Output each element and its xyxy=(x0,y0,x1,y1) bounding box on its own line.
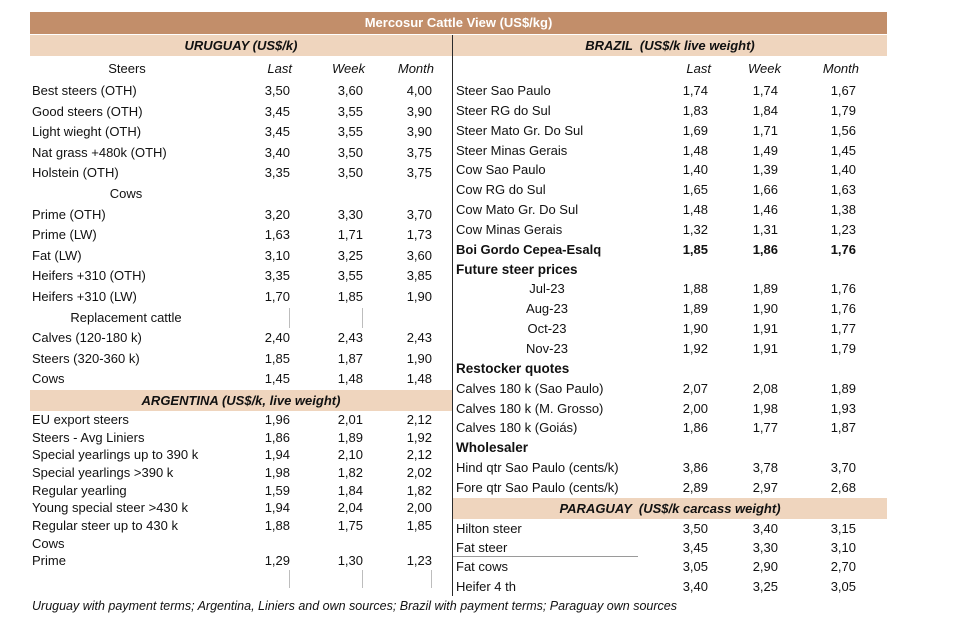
section-header-uruguay: URUGUAY (US$/k) xyxy=(30,35,452,56)
value-last: 1,74 xyxy=(682,83,708,98)
uruguay-rows xyxy=(30,81,452,390)
col-header-steers: Steers xyxy=(108,61,146,76)
value-last: 1,89 xyxy=(682,301,708,317)
table-subheader-row xyxy=(30,184,452,205)
value-last: 1,48 xyxy=(682,202,708,218)
value-week: 1,30 xyxy=(337,553,363,569)
value-last: 2,40 xyxy=(264,330,290,346)
row-label: EU export steers xyxy=(32,411,129,427)
value-week xyxy=(639,359,709,379)
row-label: Cow Mato Gr. Do Sul xyxy=(456,202,579,218)
table-row xyxy=(30,81,452,102)
table-row xyxy=(30,287,452,308)
value-week: 3,25 xyxy=(752,578,778,594)
table-row xyxy=(30,225,452,246)
value-last: 3,45 xyxy=(264,124,290,140)
value-week xyxy=(290,535,363,553)
table-row xyxy=(453,299,887,319)
value-week: 1,91 xyxy=(752,321,778,337)
value-month: 1,85 xyxy=(406,518,432,534)
value-week: 1,86 xyxy=(752,241,778,257)
row-label: Heifers +310 (OTH) xyxy=(32,268,146,284)
value-month xyxy=(709,359,787,379)
value-week: 3,78 xyxy=(752,460,778,476)
value-week: 2,43 xyxy=(337,330,363,346)
value-week: 1,84 xyxy=(752,102,778,118)
value-month: 3,75 xyxy=(406,165,432,181)
value-week: 1,49 xyxy=(752,142,778,158)
value-last: 1,98 xyxy=(264,464,290,480)
table-row xyxy=(453,220,887,240)
paraguay-rows xyxy=(453,519,887,596)
value-month: 1,76 xyxy=(830,301,856,317)
col-header-last: Last xyxy=(686,61,711,76)
row-label: Steer Minas Gerais xyxy=(456,142,568,158)
table-row xyxy=(30,266,452,287)
value-last: 3,20 xyxy=(264,206,290,222)
table-row xyxy=(453,319,887,339)
value-week: 2,04 xyxy=(337,500,363,516)
value-week: 1,87 xyxy=(337,350,363,366)
table-row xyxy=(453,180,887,200)
row-label: Prime (OTH) xyxy=(32,206,106,222)
value-last: 1,48 xyxy=(682,142,708,158)
value-week: 1,31 xyxy=(752,221,778,237)
value-week xyxy=(290,308,363,329)
value-month: 1,77 xyxy=(830,321,856,337)
value-last: 3,45 xyxy=(682,540,708,556)
value-month: 1,40 xyxy=(830,162,856,178)
value-last: 1,40 xyxy=(682,162,708,178)
value-last: 1,90 xyxy=(682,321,708,337)
row-label: Nov-23 xyxy=(526,340,568,356)
value-month: 1,79 xyxy=(830,102,856,118)
row-label: Cows xyxy=(32,535,65,551)
value-last xyxy=(569,359,639,379)
value-last: 1,88 xyxy=(682,281,708,297)
value-week: 1,98 xyxy=(752,400,778,416)
col-header-week: Week xyxy=(332,61,365,76)
row-label: Steers (320-360 k) xyxy=(32,350,140,366)
table-row xyxy=(453,160,887,180)
value-last: 1,45 xyxy=(264,371,290,387)
value-month: 1,48 xyxy=(406,371,432,387)
value-week: 1,90 xyxy=(752,301,778,317)
value-last: 1,92 xyxy=(682,340,708,356)
row-label: Wholesaler xyxy=(456,440,529,456)
value-month: 1,73 xyxy=(406,227,432,243)
table-row xyxy=(453,141,887,161)
value-month: 1,93 xyxy=(830,400,856,416)
value-month: 1,90 xyxy=(406,288,432,304)
value-month xyxy=(718,260,796,280)
value-week: 3,55 xyxy=(337,268,363,284)
value-week: 1,71 xyxy=(752,122,778,138)
value-last: 1,65 xyxy=(682,182,708,198)
value-week: 1,77 xyxy=(752,420,778,436)
value-last: 1,32 xyxy=(682,221,708,237)
value-last: 1,86 xyxy=(682,420,708,436)
table-row xyxy=(453,200,887,220)
value-last xyxy=(220,535,290,553)
brazil-rows xyxy=(453,81,887,498)
value-month: 1,63 xyxy=(830,182,856,198)
table-row xyxy=(30,246,452,267)
row-label: Heifer 4 th xyxy=(456,578,516,594)
table-subheader-row xyxy=(453,438,887,458)
value-month xyxy=(363,184,432,205)
left-pane xyxy=(30,35,452,596)
value-month: 3,05 xyxy=(830,578,856,594)
table-row xyxy=(30,570,452,588)
argentina-rows xyxy=(30,411,452,588)
row-label: Prime (LW) xyxy=(32,227,97,243)
table-row xyxy=(453,240,887,260)
value-month: 1,89 xyxy=(830,380,856,396)
value-last: 3,40 xyxy=(682,578,708,594)
table-row xyxy=(453,478,887,498)
row-label: Fat (LW) xyxy=(32,247,82,263)
table-row xyxy=(453,81,887,101)
value-last: 2,00 xyxy=(682,400,708,416)
table-subheader-row xyxy=(30,308,452,329)
row-label: Calves 180 k (M. Grosso) xyxy=(456,400,604,416)
value-last: 3,50 xyxy=(682,520,708,536)
table-row xyxy=(453,418,887,438)
value-last: 3,35 xyxy=(264,268,290,284)
value-month: 1,76 xyxy=(830,241,856,257)
row-label: Good steers (OTH) xyxy=(32,103,143,119)
value-last: 1,86 xyxy=(264,429,290,445)
row-label: Hilton steer xyxy=(456,520,522,536)
value-last: 2,89 xyxy=(682,479,708,495)
table-row xyxy=(30,429,452,447)
col-header-week: Week xyxy=(748,61,781,76)
value-last: 1,70 xyxy=(264,288,290,304)
value-last: 1,63 xyxy=(264,227,290,243)
row-label: Holstein (OTH) xyxy=(32,165,119,181)
value-week: 2,10 xyxy=(337,447,363,463)
value-last: 1,85 xyxy=(682,241,708,257)
table-subheader-row xyxy=(453,359,887,379)
col-header-month: Month xyxy=(397,61,434,76)
value-month: 3,75 xyxy=(406,144,432,160)
table-row xyxy=(453,339,887,359)
row-label: Calves 180 k (Goiás) xyxy=(456,420,578,436)
table-row xyxy=(453,577,887,596)
value-month: 1,67 xyxy=(830,83,856,98)
value-last: 1,59 xyxy=(264,482,290,498)
value-month: 1,45 xyxy=(830,142,856,158)
table-row xyxy=(30,349,452,370)
value-week: 1,39 xyxy=(752,162,778,178)
value-month: 3,10 xyxy=(830,540,856,556)
value-week: 1,74 xyxy=(752,83,778,98)
row-label: Fat cows xyxy=(456,559,509,575)
value-week: 1,84 xyxy=(337,482,363,498)
row-label: Future steer prices xyxy=(456,261,578,277)
value-month: 2,70 xyxy=(830,559,856,575)
table-row xyxy=(453,121,887,141)
value-week: 3,55 xyxy=(337,103,363,119)
value-month: 1,23 xyxy=(406,553,432,569)
value-last: 3,50 xyxy=(264,83,290,98)
value-month xyxy=(363,535,432,553)
row-label: Restocker quotes xyxy=(456,360,570,376)
value-week: 1,85 xyxy=(337,288,363,304)
table-row xyxy=(453,379,887,399)
value-last: 3,35 xyxy=(264,165,290,181)
row-label: Boi Gordo Cepea-Esalq xyxy=(456,241,602,257)
row-label: Cows xyxy=(109,185,143,201)
row-label: Special yearlings >390 k xyxy=(32,464,174,480)
row-label: Steer Sao Paulo xyxy=(456,83,551,98)
row-label: Special yearlings up to 390 k xyxy=(32,447,199,463)
value-month: 3,70 xyxy=(830,460,856,476)
value-week: 2,97 xyxy=(752,479,778,495)
value-last: 1,96 xyxy=(264,411,290,427)
value-last xyxy=(528,438,598,458)
row-label: Prime xyxy=(32,553,66,569)
row-label: Calves (120-180 k) xyxy=(32,330,142,346)
table-row xyxy=(30,369,452,390)
table-row xyxy=(30,482,452,500)
table-row xyxy=(30,464,452,482)
value-last: 1,29 xyxy=(264,553,290,569)
row-label: Cow Minas Gerais xyxy=(456,221,563,237)
table-row xyxy=(453,101,887,121)
row-label: Nat grass +480k (OTH) xyxy=(32,144,167,160)
value-month: 1,79 xyxy=(830,340,856,356)
value-last: 1,94 xyxy=(264,447,290,463)
row-label: Cows xyxy=(32,371,65,387)
value-month: 2,43 xyxy=(406,330,432,346)
table-row xyxy=(30,411,452,429)
value-last: 3,10 xyxy=(264,247,290,263)
value-last: 1,88 xyxy=(264,518,290,534)
value-month xyxy=(363,570,432,588)
value-week: 3,60 xyxy=(337,83,363,98)
table-row xyxy=(30,499,452,517)
value-last: 3,86 xyxy=(682,460,708,476)
value-last: 3,40 xyxy=(264,144,290,160)
source-footnote: Uruguay with payment terms; Argentina, Liniers and own sources; Brazil with payment terms; Paraguay own sources xyxy=(32,598,677,613)
value-month: 1,82 xyxy=(406,482,432,498)
value-month: 4,00 xyxy=(406,83,432,98)
value-week: 1,82 xyxy=(337,464,363,480)
row-label: Cow RG do Sul xyxy=(456,182,546,198)
row-label: Fore qtr Sao Paulo (cents/k) xyxy=(456,479,619,495)
value-last xyxy=(220,570,290,588)
value-month: 1,38 xyxy=(830,202,856,218)
value-month xyxy=(668,438,746,458)
value-week: 1,46 xyxy=(752,202,778,218)
value-last: 1,69 xyxy=(682,122,708,138)
row-label: Regular yearling xyxy=(32,482,127,498)
value-month: 3,60 xyxy=(406,247,432,263)
value-month: 1,92 xyxy=(406,429,432,445)
row-label xyxy=(30,570,220,588)
value-month: 1,23 xyxy=(830,221,856,237)
section-header-paraguay: PARAGUAY (US$/k carcass weight) xyxy=(453,498,887,519)
value-month: 3,85 xyxy=(406,268,432,284)
row-label: Light wieght (OTH) xyxy=(32,124,142,140)
brazil-column-headers xyxy=(453,56,887,81)
row-label: Steers - Avg Liniers xyxy=(32,429,145,445)
value-week xyxy=(648,260,718,280)
table-row xyxy=(453,399,887,419)
value-last: 1,83 xyxy=(682,102,708,118)
row-label: Replacement cattle xyxy=(70,309,182,325)
row-label: Best steers (OTH) xyxy=(32,83,137,98)
value-last: 1,85 xyxy=(264,350,290,366)
table-row xyxy=(453,458,887,478)
col-header-month: Month xyxy=(822,61,859,76)
value-month: 3,90 xyxy=(406,124,432,140)
table-row xyxy=(453,519,887,538)
row-label: Calves 180 k (Sao Paulo) xyxy=(456,380,604,396)
value-month: 2,12 xyxy=(406,411,432,427)
value-week: 2,01 xyxy=(337,411,363,427)
value-week: 2,90 xyxy=(752,559,778,575)
value-month xyxy=(363,308,432,329)
value-last xyxy=(220,308,290,329)
value-month: 2,02 xyxy=(406,464,432,480)
value-month: 1,90 xyxy=(406,350,432,366)
value-month: 2,68 xyxy=(830,479,856,495)
value-week xyxy=(290,184,363,205)
value-week: 1,71 xyxy=(337,227,363,243)
value-week: 2,08 xyxy=(752,380,778,396)
value-month: 1,56 xyxy=(830,122,856,138)
table-row xyxy=(30,517,452,535)
table-row xyxy=(453,538,887,557)
table-row xyxy=(30,552,452,570)
value-week: 1,89 xyxy=(752,281,778,297)
value-last xyxy=(578,260,648,280)
table-row xyxy=(30,535,452,553)
value-week xyxy=(290,570,363,588)
value-last: 3,45 xyxy=(264,103,290,119)
section-header-brazil: BRAZIL (US$/k live weight) xyxy=(453,35,887,56)
value-week: 3,50 xyxy=(337,144,363,160)
row-label: Oct-23 xyxy=(527,321,567,337)
row-label: Steer Mato Gr. Do Sul xyxy=(456,122,584,138)
row-label: Steer RG do Sul xyxy=(456,102,551,118)
value-week: 3,40 xyxy=(752,520,778,536)
col-header-spacer xyxy=(453,56,641,81)
row-label: Regular steer up to 430 k xyxy=(32,518,178,534)
row-label: Jul-23 xyxy=(529,281,565,297)
value-month: 1,87 xyxy=(830,420,856,436)
col-header-last: Last xyxy=(267,61,292,76)
report-body xyxy=(30,35,887,596)
value-week: 1,48 xyxy=(337,371,363,387)
page-title: Mercosur Cattle View (US$/kg) xyxy=(30,12,887,34)
value-month: 1,76 xyxy=(830,281,856,297)
value-week: 3,55 xyxy=(337,124,363,140)
right-pane xyxy=(452,35,887,596)
row-label: Fat steer xyxy=(453,538,638,557)
value-week: 1,75 xyxy=(337,518,363,534)
table-row xyxy=(30,205,452,226)
value-month: 3,15 xyxy=(830,520,856,536)
value-week: 3,30 xyxy=(752,540,778,556)
row-label: Young special steer >430 k xyxy=(32,500,188,516)
row-label: Heifers +310 (LW) xyxy=(32,288,137,304)
value-last xyxy=(220,184,290,205)
table-row xyxy=(30,446,452,464)
value-month: 3,70 xyxy=(406,206,432,222)
value-week: 3,30 xyxy=(337,206,363,222)
row-label: Cow Sao Paulo xyxy=(456,162,546,178)
value-week xyxy=(598,438,668,458)
value-month: 3,90 xyxy=(406,103,432,119)
table-row xyxy=(30,143,452,164)
value-week: 3,25 xyxy=(337,247,363,263)
table-row xyxy=(30,163,452,184)
table-row xyxy=(453,557,887,576)
row-label: Aug-23 xyxy=(526,301,568,317)
value-month: 2,00 xyxy=(406,500,432,516)
value-month: 2,12 xyxy=(406,447,432,463)
value-week: 1,91 xyxy=(752,340,778,356)
value-week: 1,89 xyxy=(337,429,363,445)
table-row xyxy=(30,102,452,123)
uruguay-column-headers xyxy=(30,56,452,81)
row-label: Hind qtr Sao Paulo (cents/k) xyxy=(456,460,619,476)
value-last: 1,94 xyxy=(264,500,290,516)
value-week: 1,66 xyxy=(752,182,778,198)
table-row xyxy=(30,122,452,143)
value-last: 2,07 xyxy=(682,380,708,396)
section-header-argentina: ARGENTINA (US$/k, live weight) xyxy=(30,390,452,411)
cattle-report xyxy=(30,12,887,613)
value-last: 3,05 xyxy=(682,559,708,575)
table-row xyxy=(453,279,887,299)
table-row xyxy=(30,328,452,349)
table-subheader-row xyxy=(453,260,887,280)
value-week: 3,50 xyxy=(337,165,363,181)
